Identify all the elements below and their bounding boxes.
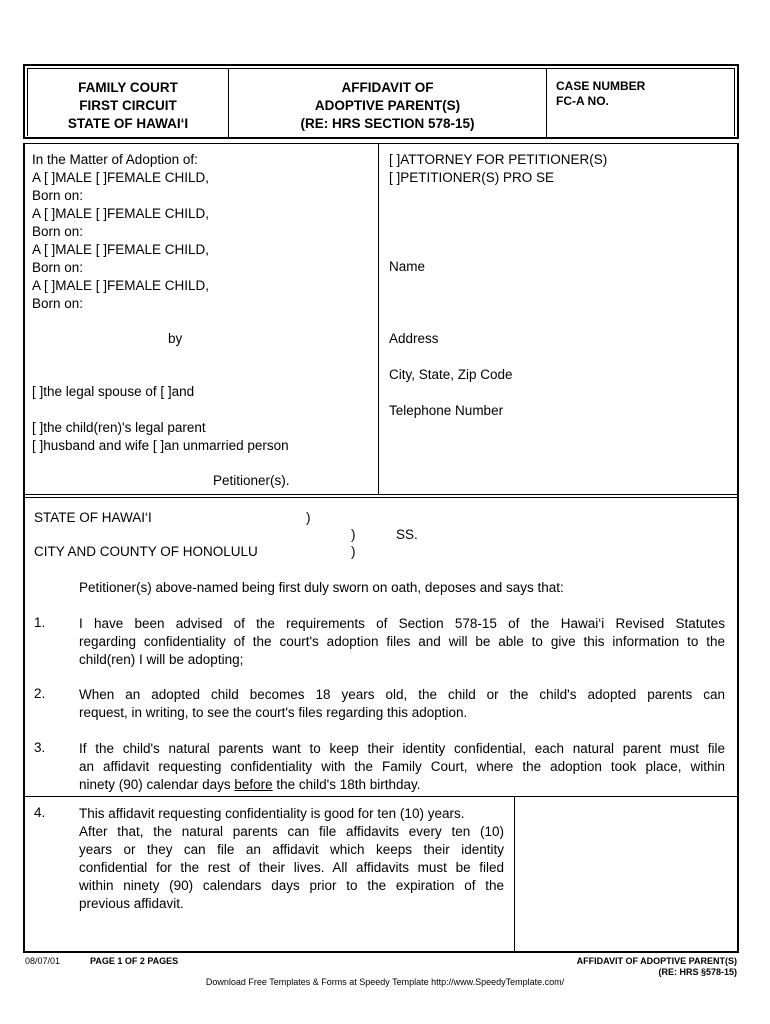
footer-doc-ref: (RE: HRS §578-15) [658,967,737,977]
header-right-border-inner [734,68,735,136]
petitioners-label: Petitioner(s). [213,473,290,488]
venue-paren-2: ) [351,527,356,542]
page-bottom-border [23,951,739,953]
header-divider-2 [546,68,547,137]
caption-left-border [23,143,25,953]
case-number-label: CASE NUMBER FC-A NO. [556,79,646,108]
spouse-line: [ ]the legal spouse of [ ]and [32,384,195,399]
address-label: Address [389,331,439,346]
venue-ss: SS. [396,527,418,542]
header-bottom-border [23,137,739,139]
caption-center-divider [378,143,379,494]
venue-paren-3: ) [351,544,356,559]
venue-county: CITY AND COUNTY OF HONOLULU [34,544,258,559]
by-label: by [168,331,183,346]
header-top-border-inner [27,68,735,69]
city-state-zip-label: City, State, Zip Code [389,367,513,382]
footer-date: 08/07/01 [25,956,61,966]
item-3-text: If the child's natural parents want to keep their identity confidential, each natural parent must file an affidavit requesting confidentiality with the Family Court, where the adoption took place, within ninety (90) calendar days before the child's 18th birthday. [79,741,725,792]
item-2-text: When an adopted child becomes 18 years old, the child or the child's adopted parents can request, in writing, to see the court's files regarding this adoption. [79,687,725,720]
name-label: Name [389,259,426,274]
caption-bottom-border [23,494,739,495]
parent-line: [ ]the child(ren)'s legal parent [32,420,206,435]
matter-block: In the Matter of Adoption of: A [ ]MALE [ ]FEMALE CHILD, Born on: A [ ]MALE [ ]FEMALE CHILD, Born on: A [ ]MALE [ ]FEMALE CHILD, Born on: A [ ]MALE [ ]FEMALE CHILD, Born on: [32,152,210,311]
venue-state: STATE OF HAWAI‘I [34,510,152,525]
caption-top-border [23,143,739,144]
download-link[interactable]: Download Free Templates & Forms at Speedy Template http://www.SpeedyTemplate.com/ [205,977,565,987]
item-4-top-border [23,796,739,797]
attorney-option: [ ]ATTORNEY FOR PETITIONER(S) [389,152,608,167]
husband-wife-line: [ ]husband and wife [ ]an unmarried person [32,438,289,453]
venue-paren-1: ) [306,510,311,525]
pro-se-option: [ ]PETITIONER(S) PRO SE [389,170,555,185]
item-3-number: 3. [34,740,46,755]
item-1-text: I have been advised of the requirements of Section 578-15 of the Hawai‘i Revised Statutes regarding confidentiality of the court's adoption files and will be able to give this information to the child(ren) I will be adopting; [79,616,725,667]
emphasis-before: before [234,777,273,792]
document-title: AFFIDAVIT OF ADOPTIVE PARENT(S) (RE: HRS SECTION 578-15) [300,80,475,131]
item-1-number: 1. [34,615,46,630]
telephone-label: Telephone Number [389,403,504,418]
intro-statement: Petitioner(s) above-named being first duly sworn on oath, deposes and says that: [79,580,564,595]
header-right-border [737,64,739,139]
caption-bottom-border-2 [23,497,739,498]
court-name: FAMILY COURT FIRST CIRCUIT STATE OF HAWAI‘I [67,80,189,131]
caption-right-border [737,143,739,953]
item-4-box-left-border [514,796,515,953]
header-left-border [23,64,25,139]
header-top-border-outer [23,64,739,66]
footer-doc-title: AFFIDAVIT OF ADOPTIVE PARENT(S) [576,956,737,966]
item-4-text: This affidavit requesting confidentiality is good for ten (10) years. After that, the natural parents can file affidavits every ten (10) years or they can file an affidavit which keeps their identity confidential for the rest of their lives. All affidavits must be filed within ninety (90) calendars days prior to the expiration of the previous affidavit. [79,806,504,911]
footer-page-count: PAGE 1 OF 2 PAGES [90,956,179,966]
item-2-number: 2. [34,686,46,701]
item-4-number: 4. [34,805,46,820]
